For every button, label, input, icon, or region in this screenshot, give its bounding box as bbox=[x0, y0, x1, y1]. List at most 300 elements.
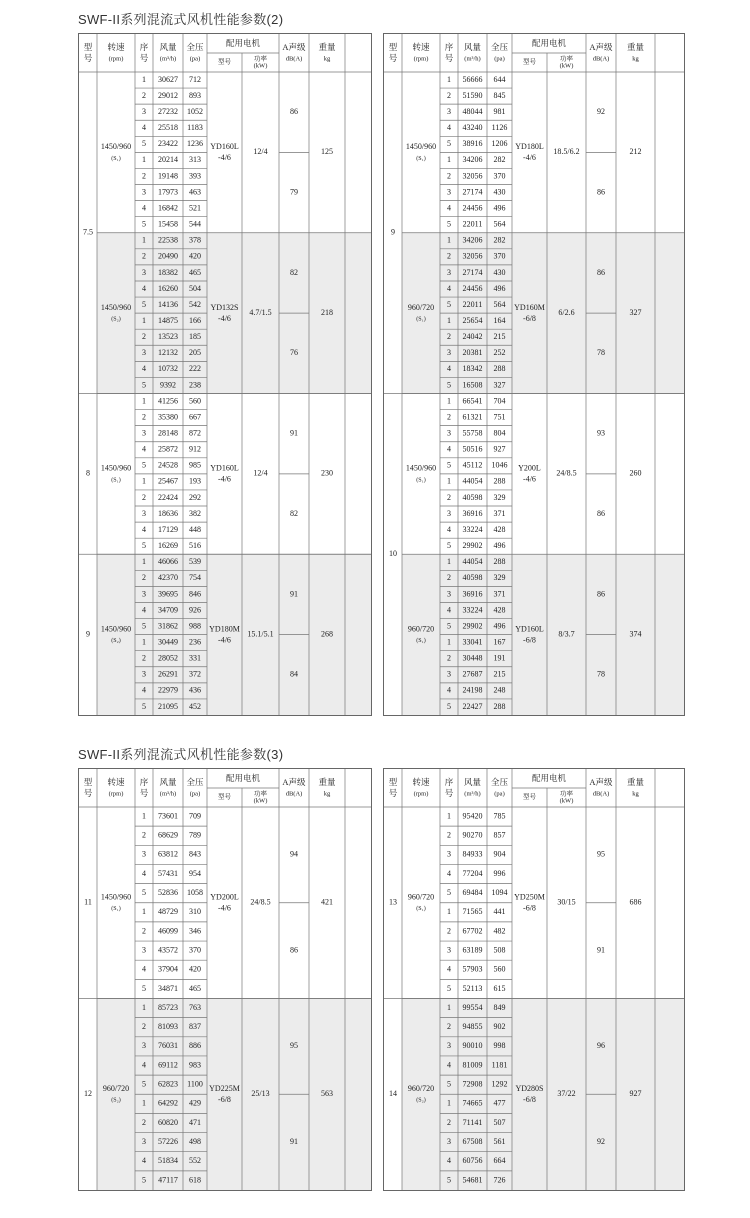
seq-cell: 3 bbox=[142, 669, 146, 679]
pressure-cell: 615 bbox=[493, 983, 506, 993]
model-value: 8 bbox=[86, 468, 90, 478]
flow-cell: 25654 bbox=[462, 315, 483, 326]
flow-cell: 17973 bbox=[158, 187, 178, 197]
flow-cell: 30448 bbox=[462, 653, 483, 663]
seq-cell: 4 bbox=[447, 123, 451, 133]
flow-cell: 24456 bbox=[462, 203, 483, 213]
flow-cell: 44054 bbox=[462, 476, 483, 486]
speed-note: (S₁) bbox=[416, 638, 426, 644]
noise-value: 96 bbox=[597, 1041, 605, 1051]
pressure-cell: 370 bbox=[189, 945, 201, 955]
seq-cell: 5 bbox=[447, 1079, 451, 1089]
flow-cell: 21095 bbox=[158, 701, 178, 711]
flow-cell: 22538 bbox=[158, 235, 178, 245]
seq-cell: 1 bbox=[447, 1002, 451, 1012]
flow-cell: 48729 bbox=[158, 907, 178, 917]
flow-cell: 71141 bbox=[462, 1117, 483, 1127]
seq-cell: 1 bbox=[447, 811, 451, 821]
pressure-cell: 496 bbox=[493, 203, 506, 213]
seq-cell: 1 bbox=[142, 315, 146, 326]
pressure-cell: 331 bbox=[189, 653, 201, 663]
header-model: 型 bbox=[83, 41, 93, 52]
pressure-cell: 996 bbox=[493, 868, 506, 878]
seq-cell: 1 bbox=[447, 907, 451, 917]
flow-cell: 15458 bbox=[158, 219, 178, 229]
header-seq: 序 bbox=[139, 41, 149, 52]
header-seq: 号 bbox=[444, 52, 454, 63]
flow-cell: 69484 bbox=[462, 888, 483, 898]
speed-value: 960/720 bbox=[407, 302, 435, 312]
pressure-cell: 837 bbox=[189, 1022, 201, 1032]
speed-note: (S₂) bbox=[111, 1097, 121, 1104]
header-speed: 转速 bbox=[107, 41, 125, 52]
header-motor: 配用电机 bbox=[225, 772, 261, 783]
seq-cell: 4 bbox=[142, 364, 146, 374]
pressure-cell: 1236 bbox=[187, 139, 203, 149]
motor-power-value: 25/13 bbox=[251, 1089, 270, 1099]
flow-cell: 64292 bbox=[158, 1098, 178, 1108]
seq-cell: 2 bbox=[447, 573, 451, 583]
header-flow-unit: (m³/h) bbox=[464, 790, 481, 798]
seq-cell: 1 bbox=[142, 811, 146, 821]
noise-value: 92 bbox=[597, 107, 605, 117]
noise-value: 95 bbox=[290, 1041, 298, 1051]
seq-cell: 1 bbox=[142, 907, 146, 917]
speed-note: (S₁) bbox=[416, 316, 426, 323]
noise-value: 93 bbox=[597, 428, 605, 438]
seq-cell: 2 bbox=[142, 830, 146, 840]
flow-cell: 12132 bbox=[158, 348, 178, 358]
weight-value: 927 bbox=[629, 1089, 642, 1099]
seq-cell: 1 bbox=[447, 155, 451, 165]
flow-cell: 27232 bbox=[158, 107, 178, 117]
seq-cell: 4 bbox=[447, 364, 451, 374]
seq-cell: 1 bbox=[447, 74, 451, 84]
motor-power-value: 6/2.6 bbox=[558, 307, 575, 317]
pressure-cell: 477 bbox=[493, 1098, 506, 1108]
seq-cell: 5 bbox=[447, 299, 451, 309]
flow-cell: 35380 bbox=[158, 412, 178, 422]
seq-cell: 4 bbox=[447, 203, 451, 213]
noise-value: 92 bbox=[597, 1136, 605, 1146]
pressure-cell: 843 bbox=[189, 849, 201, 859]
flow-cell: 14875 bbox=[158, 315, 178, 326]
seq-cell: 3 bbox=[142, 1136, 146, 1146]
seq-cell: 4 bbox=[142, 1060, 146, 1070]
seq-cell: 3 bbox=[142, 428, 146, 438]
speed-value: 960/720 bbox=[407, 1084, 435, 1094]
seq-cell: 3 bbox=[142, 348, 146, 358]
pressure-cell: 429 bbox=[189, 1098, 201, 1108]
pressure-cell: 393 bbox=[189, 171, 201, 181]
pressure-cell: 564 bbox=[493, 299, 506, 309]
seq-cell: 4 bbox=[447, 1060, 451, 1070]
flow-cell: 63812 bbox=[158, 849, 178, 859]
flow-cell: 16508 bbox=[462, 380, 483, 390]
seq-cell: 5 bbox=[142, 541, 146, 551]
motor-power-value: 18.5/6.2 bbox=[553, 147, 580, 157]
flow-cell: 95420 bbox=[462, 811, 483, 821]
section-title-2: SWF-II系列混流式风机性能参数(2) bbox=[78, 12, 284, 27]
weight-value: 260 bbox=[629, 468, 642, 478]
flow-cell: 32056 bbox=[462, 171, 483, 181]
pressure-cell: 726 bbox=[493, 1175, 506, 1185]
motor-power-value: 4.7/1.5 bbox=[249, 307, 272, 317]
seq-cell: 3 bbox=[447, 945, 451, 955]
seq-cell: 2 bbox=[142, 926, 146, 936]
flow-cell: 81009 bbox=[462, 1060, 483, 1070]
header-model: 型 bbox=[83, 776, 93, 787]
seq-cell: 4 bbox=[142, 868, 146, 878]
pressure-cell: 222 bbox=[189, 364, 201, 374]
flow-cell: 68629 bbox=[158, 830, 178, 840]
flow-cell: 18382 bbox=[158, 267, 178, 277]
pressure-cell: 902 bbox=[493, 1022, 506, 1032]
pressure-cell: 238 bbox=[189, 380, 201, 390]
seq-cell: 2 bbox=[142, 251, 146, 261]
seq-cell: 5 bbox=[447, 983, 451, 993]
seq-cell: 2 bbox=[447, 332, 451, 342]
pressure-cell: 712 bbox=[189, 74, 201, 84]
seq-cell: 3 bbox=[447, 1041, 451, 1051]
pressure-cell: 504 bbox=[189, 283, 201, 293]
seq-cell: 1 bbox=[142, 557, 146, 567]
pressure-cell: 346 bbox=[189, 926, 201, 936]
seq-cell: 3 bbox=[447, 849, 451, 859]
seq-cell: 1 bbox=[447, 396, 451, 406]
performance-table-3-right bbox=[383, 768, 685, 1191]
noise-value: 91 bbox=[290, 428, 298, 438]
pressure-cell: 618 bbox=[189, 1175, 201, 1185]
flow-cell: 22979 bbox=[158, 685, 178, 695]
speed-value: 1450/960 bbox=[100, 302, 132, 312]
pressure-cell: 985 bbox=[189, 460, 201, 470]
flow-cell: 17129 bbox=[158, 524, 178, 534]
speed-note: (S₁) bbox=[416, 155, 426, 162]
pressure-cell: 954 bbox=[189, 868, 201, 878]
seq-cell: 4 bbox=[142, 444, 146, 454]
seq-cell: 2 bbox=[142, 573, 146, 583]
flow-cell: 57226 bbox=[158, 1136, 178, 1146]
flow-cell: 42370 bbox=[158, 573, 178, 583]
seq-cell: 1 bbox=[142, 396, 146, 406]
pressure-cell: 288 bbox=[493, 364, 506, 374]
speed-note: (S₁) bbox=[111, 477, 121, 484]
flow-cell: 13523 bbox=[158, 332, 178, 342]
pressure-cell: 872 bbox=[189, 428, 201, 438]
model-value: 9 bbox=[391, 227, 395, 237]
pressure-cell: 191 bbox=[493, 653, 506, 663]
pressure-cell: 1052 bbox=[187, 107, 203, 117]
seq-cell: 4 bbox=[142, 123, 146, 133]
pressure-cell: 845 bbox=[493, 90, 506, 100]
motor-power-value: 37/22 bbox=[557, 1089, 576, 1099]
flow-cell: 28052 bbox=[158, 653, 178, 663]
seq-cell: 4 bbox=[447, 1156, 451, 1166]
speed-value: 1450/960 bbox=[100, 142, 132, 152]
speed-value: 960/720 bbox=[102, 1084, 130, 1094]
seq-cell: 1 bbox=[142, 74, 146, 84]
flow-cell: 22424 bbox=[158, 492, 178, 502]
seq-cell: 2 bbox=[447, 1022, 451, 1032]
pressure-cell: 1058 bbox=[187, 888, 203, 898]
motor-model-note: -4/6 bbox=[218, 313, 231, 323]
flow-cell: 28148 bbox=[158, 428, 178, 438]
header-seq: 号 bbox=[139, 787, 149, 798]
flow-cell: 76031 bbox=[158, 1041, 178, 1051]
header-speed-unit: (rpm) bbox=[413, 790, 429, 798]
performance-table-3-left bbox=[78, 768, 372, 1191]
header-model: 号 bbox=[83, 52, 93, 63]
noise-value: 78 bbox=[597, 348, 605, 358]
seq-cell: 5 bbox=[142, 139, 146, 149]
pressure-cell: 496 bbox=[493, 283, 506, 293]
flow-cell: 40598 bbox=[462, 573, 483, 583]
seq-cell: 2 bbox=[142, 332, 146, 342]
pressure-cell: 329 bbox=[493, 492, 506, 502]
flow-cell: 99554 bbox=[462, 1002, 483, 1012]
seq-cell: 3 bbox=[447, 669, 451, 679]
seq-cell: 5 bbox=[142, 1079, 146, 1089]
header-motor-power: 功率 bbox=[560, 790, 573, 798]
pressure-cell: 288 bbox=[493, 476, 506, 486]
seq-cell: 5 bbox=[142, 380, 146, 390]
flow-cell: 46099 bbox=[158, 926, 178, 936]
seq-cell: 5 bbox=[447, 380, 451, 390]
motor-power-value: 8/3.7 bbox=[558, 629, 575, 639]
pressure-cell: 1100 bbox=[187, 1079, 203, 1089]
pressure-cell: 167 bbox=[493, 637, 506, 647]
seq-cell: 2 bbox=[142, 412, 146, 422]
header-speed-unit: (rpm) bbox=[413, 55, 429, 63]
header-motor-power-unit: (kW) bbox=[559, 62, 574, 70]
flow-cell: 51834 bbox=[158, 1156, 178, 1166]
flow-cell: 36916 bbox=[462, 508, 483, 518]
header-speed: 转速 bbox=[412, 41, 430, 52]
flow-cell: 27687 bbox=[462, 669, 483, 679]
seq-cell: 5 bbox=[142, 888, 146, 898]
pressure-cell: 292 bbox=[189, 492, 201, 502]
pressure-cell: 465 bbox=[189, 267, 201, 277]
model-value: 14 bbox=[389, 1089, 397, 1099]
table-grid bbox=[79, 34, 371, 715]
header-motor-model: 型号 bbox=[218, 793, 231, 801]
motor-power-value: 12/4 bbox=[253, 468, 268, 478]
seq-cell: 3 bbox=[447, 428, 451, 438]
weight-value: 268 bbox=[321, 629, 333, 639]
pressure-cell: 804 bbox=[493, 428, 506, 438]
header-weight: 重量 bbox=[318, 41, 336, 52]
pressure-cell: 1206 bbox=[491, 139, 508, 149]
pressure-cell: 912 bbox=[189, 444, 201, 454]
flow-cell: 26291 bbox=[158, 669, 178, 679]
pressure-cell: 428 bbox=[493, 605, 506, 615]
flow-cell: 25518 bbox=[158, 123, 178, 133]
pressure-cell: 539 bbox=[189, 557, 201, 567]
header-weight: 重量 bbox=[318, 776, 336, 787]
pressure-cell: 248 bbox=[493, 685, 506, 695]
seq-cell: 1 bbox=[447, 1098, 451, 1108]
seq-cell: 1 bbox=[447, 557, 451, 567]
pressure-cell: 516 bbox=[189, 541, 201, 551]
pressure-cell: 667 bbox=[189, 412, 201, 422]
flow-cell: 29012 bbox=[158, 90, 178, 100]
seq-cell: 5 bbox=[447, 541, 451, 551]
seq-cell: 4 bbox=[142, 605, 146, 615]
flow-cell: 20490 bbox=[158, 251, 178, 261]
seq-cell: 4 bbox=[142, 524, 146, 534]
pressure-cell: 704 bbox=[493, 396, 506, 406]
flow-cell: 90270 bbox=[462, 830, 483, 840]
speed-value: 960/720 bbox=[407, 892, 435, 902]
motor-model-value: YD225M bbox=[209, 1084, 240, 1094]
pressure-cell: 751 bbox=[493, 412, 506, 422]
speed-value: 1450/960 bbox=[100, 624, 132, 634]
noise-value: 82 bbox=[290, 508, 298, 518]
motor-model-value: YD180M bbox=[209, 624, 240, 634]
flow-cell: 52113 bbox=[462, 983, 483, 993]
seq-cell: 1 bbox=[142, 235, 146, 245]
pressure-cell: 857 bbox=[493, 830, 506, 840]
pressure-cell: 420 bbox=[189, 251, 201, 261]
seq-cell: 2 bbox=[447, 926, 451, 936]
flow-cell: 55758 bbox=[462, 428, 483, 438]
seq-cell: 5 bbox=[142, 983, 146, 993]
header-noise: A声级 bbox=[282, 776, 306, 787]
header-noise: A声级 bbox=[589, 776, 613, 787]
seq-cell: 4 bbox=[142, 685, 146, 695]
seq-cell: 3 bbox=[142, 1041, 146, 1051]
seq-cell: 5 bbox=[142, 701, 146, 711]
seq-cell: 3 bbox=[142, 267, 146, 277]
seq-cell: 5 bbox=[142, 460, 146, 470]
seq-cell: 2 bbox=[142, 492, 146, 502]
flow-cell: 25467 bbox=[158, 476, 178, 486]
header-noise: A声级 bbox=[282, 41, 306, 52]
weight-value: 686 bbox=[629, 897, 642, 907]
header-seq: 序 bbox=[139, 776, 149, 787]
header-model: 号 bbox=[388, 787, 398, 798]
motor-model-note: -6/8 bbox=[523, 1095, 536, 1105]
speed-note: (S₁) bbox=[111, 906, 121, 913]
seq-cell: 1 bbox=[447, 637, 451, 647]
weight-value: 230 bbox=[321, 468, 333, 478]
pressure-cell: 846 bbox=[189, 589, 201, 599]
flow-cell: 16269 bbox=[158, 541, 178, 551]
flow-cell: 30449 bbox=[158, 637, 178, 647]
seq-cell: 1 bbox=[142, 1098, 146, 1108]
seq-cell: 2 bbox=[142, 653, 146, 663]
header-motor-power-unit: (kW) bbox=[253, 797, 268, 805]
pressure-cell: 521 bbox=[189, 203, 201, 213]
header-pressure: 全压 bbox=[490, 41, 509, 52]
header-weight: 重量 bbox=[626, 41, 645, 52]
flow-cell: 34871 bbox=[158, 983, 178, 993]
flow-cell: 46066 bbox=[158, 557, 178, 567]
pressure-cell: 329 bbox=[493, 573, 506, 583]
pressure-cell: 1181 bbox=[491, 1060, 508, 1070]
seq-cell: 2 bbox=[447, 90, 451, 100]
header-weight-unit: kg bbox=[632, 55, 639, 63]
pressure-cell: 313 bbox=[189, 155, 201, 165]
header-seq: 序 bbox=[444, 776, 454, 787]
pressure-cell: 420 bbox=[189, 964, 201, 974]
pressure-cell: 544 bbox=[189, 219, 201, 229]
speed-note: (S₂) bbox=[416, 1097, 426, 1104]
header-flow-unit: (m³/h) bbox=[159, 790, 177, 798]
flow-cell: 22011 bbox=[462, 299, 483, 309]
pressure-cell: 430 bbox=[493, 187, 506, 197]
header-flow-unit: (m³/h) bbox=[464, 55, 481, 63]
seq-cell: 4 bbox=[447, 868, 451, 878]
noise-value: 91 bbox=[290, 1136, 298, 1146]
flow-cell: 85723 bbox=[158, 1002, 178, 1012]
pressure-cell: 927 bbox=[493, 444, 506, 454]
flow-cell: 50516 bbox=[462, 444, 483, 454]
header-motor: 配用电机 bbox=[225, 37, 261, 48]
flow-cell: 67508 bbox=[462, 1136, 483, 1146]
header-speed-unit: (rpm) bbox=[108, 55, 124, 63]
flow-cell: 47117 bbox=[158, 1175, 178, 1185]
noise-value: 86 bbox=[290, 945, 298, 955]
header-weight-unit: kg bbox=[323, 55, 331, 63]
seq-cell: 1 bbox=[142, 1002, 146, 1012]
pressure-cell: 463 bbox=[189, 187, 201, 197]
seq-cell: 4 bbox=[142, 1156, 146, 1166]
seq-cell: 3 bbox=[447, 267, 451, 277]
flow-cell: 60820 bbox=[158, 1117, 178, 1127]
noise-value: 84 bbox=[290, 669, 298, 679]
pressure-cell: 215 bbox=[493, 669, 506, 679]
flow-cell: 18342 bbox=[462, 364, 483, 374]
pressure-cell: 508 bbox=[493, 945, 506, 955]
speed-value: 960/720 bbox=[407, 624, 435, 634]
seq-cell: 5 bbox=[447, 1175, 451, 1185]
header-flow: 风量 bbox=[159, 41, 177, 52]
flow-cell: 62823 bbox=[158, 1079, 178, 1089]
flow-cell: 30627 bbox=[158, 74, 178, 84]
flow-cell: 29902 bbox=[462, 621, 483, 631]
header-flow: 风量 bbox=[159, 776, 177, 787]
flow-cell: 24456 bbox=[462, 283, 483, 293]
seq-cell: 3 bbox=[447, 348, 451, 358]
motor-power-value: 15.1/5.1 bbox=[247, 629, 274, 639]
pressure-cell: 327 bbox=[493, 380, 506, 390]
header-pressure-unit: (pa) bbox=[189, 55, 201, 63]
seq-cell: 4 bbox=[447, 444, 451, 454]
motor-model-note: -6/8 bbox=[523, 313, 536, 323]
weight-value: 374 bbox=[629, 629, 642, 639]
pressure-cell: 763 bbox=[189, 1002, 201, 1012]
flow-cell: 27174 bbox=[462, 267, 483, 277]
weight-value: 563 bbox=[321, 1089, 333, 1099]
seq-cell: 5 bbox=[447, 139, 451, 149]
performance-table-2-left bbox=[78, 33, 372, 716]
header-noise: A声级 bbox=[589, 41, 613, 52]
pressure-cell: 471 bbox=[189, 1117, 201, 1127]
seq-cell: 3 bbox=[142, 589, 146, 599]
table-grid bbox=[79, 769, 371, 1190]
flow-cell: 90010 bbox=[462, 1041, 483, 1051]
noise-value: 79 bbox=[290, 187, 298, 197]
seq-cell: 4 bbox=[447, 524, 451, 534]
model-value: 9 bbox=[86, 629, 90, 639]
pressure-cell: 754 bbox=[189, 573, 201, 583]
speed-value: 1450/960 bbox=[405, 142, 437, 152]
pressure-cell: 560 bbox=[493, 964, 506, 974]
flow-cell: 37904 bbox=[158, 964, 178, 974]
speed-value: 1450/960 bbox=[100, 463, 132, 473]
